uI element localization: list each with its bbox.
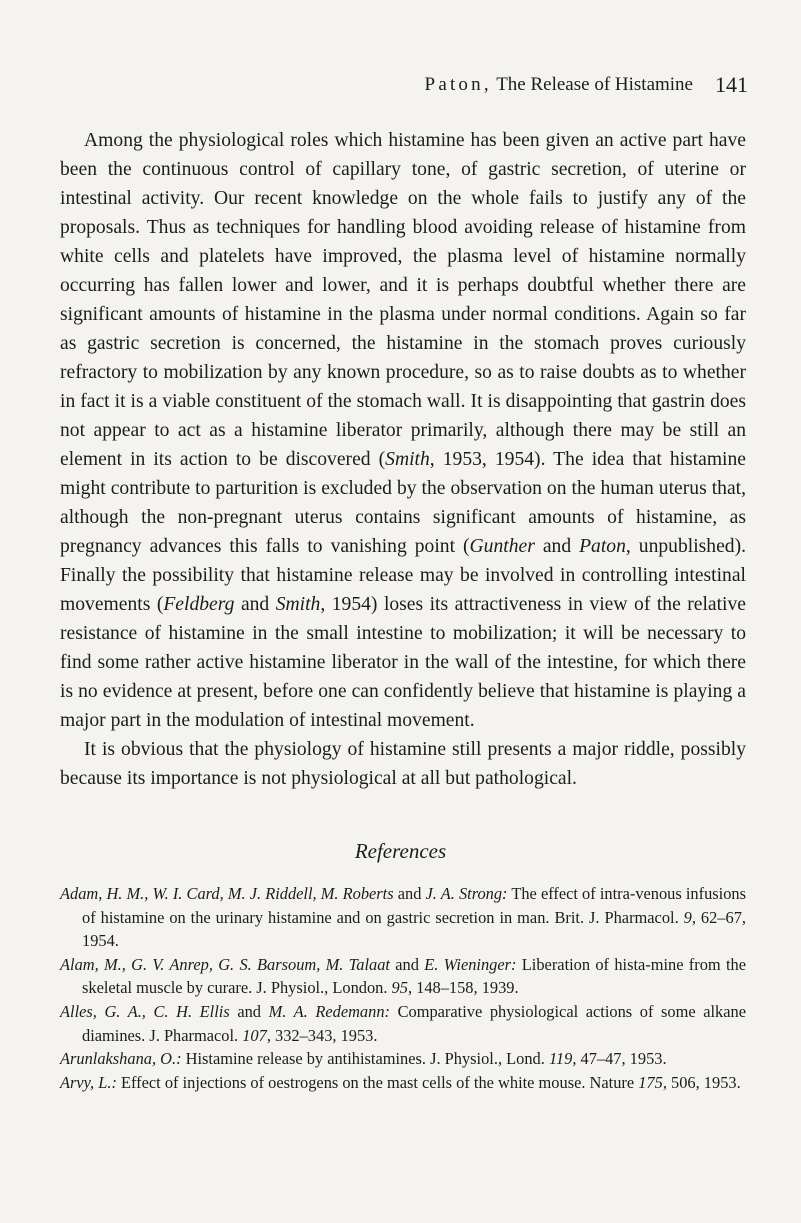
italic-run: Smith (385, 449, 430, 470)
text-run: Liberation of hista-mine from the skeletal muscle by curare. J. Physiol., London. (82, 954, 746, 998)
reference-item (60, 1000, 746, 1047)
reference-item (60, 1071, 746, 1095)
running-head-author: Paton, (424, 74, 492, 95)
paragraph (60, 126, 746, 735)
text-run: , 148–158, 1939. (407, 978, 519, 998)
references-heading: References (354, 839, 447, 863)
italic-run: Arunlakshana, O.: (60, 1049, 182, 1069)
text-run: , unpublished). Finally the possibility that histamine release may be involved in controlling intestinal movements ( (60, 536, 746, 615)
italic-run: Adam, H. M., W. I. Card, M. J. Riddell, M. Roberts (60, 884, 394, 903)
text-run: , 62–67, 1954. (82, 907, 746, 951)
text-run: , 1954) loses its attractiveness in view of the relative resistance of histamine in the small intestine to mobilization; it will be necessary to find some rather active histamine liberator in the wall of the intestine, for which there is no evidence at present, before one can confidently believe that histamine is playing a major part in the modulation of intestinal movement. (60, 594, 746, 731)
italic-run: J. A. Strong: (425, 884, 508, 903)
italic-run: Arvy, L.: (60, 1072, 117, 1092)
italic-run: 119 (548, 1049, 573, 1069)
reference-item (60, 953, 746, 1000)
text-run: The effect of intra-venous infusions of histamine on the urinary histamine and on gastric secretion in man. Brit. J. Pharmacol. (82, 884, 746, 927)
text-run: and (534, 536, 580, 557)
italic-run: E. Wieninger: (424, 954, 517, 974)
italic-run: 175 (638, 1072, 663, 1092)
text-run: and (393, 884, 426, 903)
text-run: Histamine release by antihistamines. J. Physiol., Lond. (181, 1049, 549, 1069)
text-run: and (234, 594, 276, 615)
italic-run: M. A. Redemann: (268, 1001, 390, 1021)
text-run: , 47–47, 1953. (572, 1049, 667, 1069)
paragraph (60, 735, 746, 793)
text-run: , 1953, 1954). The idea that histamine might contribute to parturition is excluded by the observation on the human uterus that, although the non-pregnant uterus contains significant amounts of histamine, as pregnancy advances this falls to vanishing point ( (60, 449, 746, 557)
italic-run: Alam, M., G. V. Anrep, G. S. Barsoum, M. Talaat (60, 954, 390, 974)
text-run: and (229, 1001, 269, 1021)
text-run: and (389, 954, 425, 974)
running-head (60, 70, 748, 100)
body-text (60, 126, 746, 793)
text-run: Effect of injections of oestrogens on the mast cells of the white mouse. Nature (116, 1072, 639, 1092)
text-run: , 506, 1953. (662, 1072, 741, 1092)
italic-run: Gunther (469, 536, 535, 557)
italic-run: Paton (579, 536, 626, 557)
italic-run: 107 (242, 1025, 267, 1045)
references-list (60, 882, 746, 1094)
page-number: 141 (715, 72, 748, 97)
text-run: , 332–343, 1953. (266, 1025, 378, 1045)
italic-run: Smith (275, 594, 321, 615)
reference-item (60, 882, 746, 953)
italic-run: 95 (391, 978, 408, 998)
running-head-subject: The Release of Histamine (496, 74, 693, 95)
italic-run: Alles, G. A., C. H. Ellis (60, 1001, 230, 1021)
text-run: Among the physiological roles which histamine has been given an active part have been the continuous control of capillary tone, of gastric secretion, of uterine or intestinal activity. Our recent knowledge on the whole fails to justify any of the proposals. Thus as techniques for handling blood avoiding release of histamine from white cells and platelets have improved, the plasma level of histamine normally occurring has fallen lower and lower, and it is perhaps doubtful whether there are significant amounts of histamine in the plasma under normal conditions. Again so far as gastric secretion is concerned, the histamine in the stomach proves curiously refractory to mobilization by any known procedure, so as to raise doubts as to whether in fact it is a viable constituent of the stomach wall. It is disappointing that gastrin does not appear to act as a histamine liberator primarily, although there may be still an element in its action to be discovered ( (60, 130, 746, 470)
running-head-title (425, 70, 693, 100)
text-run: It is obvious that the physiology of histamine still presents a major riddle, possibly because its importance is not physiological at all but pathological. (60, 739, 746, 789)
text-run: Comparative physiological actions of some alkane diamines. J. Pharmacol. (82, 1001, 746, 1045)
italic-run: Feldberg (163, 594, 235, 615)
reference-item (60, 1047, 746, 1071)
italic-run: 9 (683, 907, 692, 927)
